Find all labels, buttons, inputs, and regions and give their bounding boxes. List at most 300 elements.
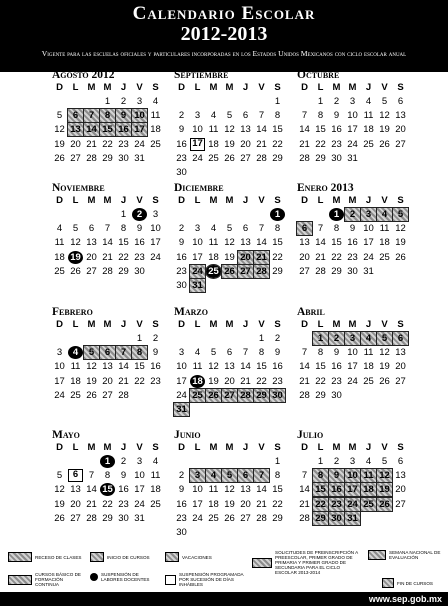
calendar-day: 21 (256, 498, 267, 510)
calendar-day: 14 (118, 361, 129, 373)
calendar-day: 6 (297, 222, 312, 235)
calendar-day: 23 (118, 498, 129, 510)
calendar-day: 18 (54, 251, 65, 263)
calendar-day: 17 (54, 375, 65, 387)
day-header: S (397, 319, 404, 330)
calendar-day: 6 (88, 223, 95, 235)
day-header: D (301, 442, 308, 453)
day-header: M (332, 195, 341, 206)
day-header: L (194, 442, 201, 453)
calendar-day: 5 (56, 470, 63, 482)
month-name: Febrero (52, 306, 93, 318)
calendar-day: 5 (226, 110, 233, 122)
calendar-day: 12 (54, 484, 65, 496)
calendar-day: 14 (240, 361, 251, 373)
calendar-day: 25 (190, 389, 205, 402)
calendar-day: 9 (178, 124, 185, 136)
day-header: L (72, 319, 79, 330)
month-block (174, 305, 299, 433)
calendar-day: 3 (349, 456, 356, 467)
calendar-day: 27 (240, 152, 251, 164)
calendar-day: 21 (254, 251, 269, 264)
calendar-day: 4 (365, 96, 372, 107)
calendar-day: 7 (258, 110, 265, 122)
calendar-day: 24 (347, 138, 358, 150)
calendar-day: 1 (274, 96, 281, 107)
calendar-day: 31 (347, 152, 358, 164)
day-header: J (365, 319, 372, 330)
month-block (297, 428, 422, 556)
calendar-day: 1 (104, 96, 111, 107)
calendar-day: 16 (134, 237, 145, 249)
day-header: V (381, 442, 388, 453)
calendar-day: 27 (70, 152, 81, 164)
month-name: Julio (297, 429, 324, 441)
calendar-day: 8 (274, 110, 281, 122)
calendar-day: 9 (333, 347, 340, 359)
calendar-day: 9 (274, 347, 281, 359)
calendar-day: 17 (347, 124, 358, 136)
calendar-day: 21 (315, 251, 326, 263)
calendar-day: 17 (190, 138, 205, 151)
calendar-day: 11 (208, 124, 219, 136)
calendar-day: 22 (315, 138, 326, 150)
calendar-day: 27 (240, 512, 251, 524)
calendar-day: 1 (100, 455, 115, 468)
day-header: J (365, 195, 372, 206)
calendar-day: 29 (315, 152, 326, 164)
day-header: M (332, 82, 341, 93)
calendar-day: 21 (240, 375, 251, 387)
calendar-day: 19 (68, 251, 83, 264)
calendar-day: 7 (84, 109, 99, 122)
cursos-swatch-icon (8, 575, 32, 585)
calendar-day: 10 (347, 347, 358, 359)
calendar-day: 27 (299, 265, 310, 277)
calendar-day: 22 (315, 375, 326, 387)
calendar-day: 20 (238, 251, 253, 264)
calendar-day: 20 (70, 498, 81, 510)
month-block (174, 68, 299, 196)
calendar-day: 2 (345, 208, 360, 221)
calendar-day: 5 (222, 469, 237, 482)
calendar-day: 16 (347, 237, 358, 249)
calendar-day: 8 (100, 109, 115, 122)
calendar-day: 26 (377, 498, 392, 511)
calendar-day: 18 (70, 375, 81, 387)
calendar-day: 30 (118, 152, 129, 164)
calendar-day: 24 (150, 251, 161, 263)
calendar-day: 24 (347, 375, 358, 387)
calendar-day: 17 (363, 237, 374, 249)
calendar-day: 23 (329, 498, 344, 511)
calendar-day: 13 (240, 124, 251, 136)
calendar-day: 22 (272, 251, 283, 263)
calendar-day: 11 (150, 470, 161, 482)
calendar-day: 3 (136, 96, 143, 107)
calendar-day: 1 (120, 209, 127, 220)
calendar-day: 15 (272, 237, 283, 249)
calendar-day: 11 (208, 237, 219, 249)
calendar-day: 2 (120, 456, 127, 467)
calendar-day: 9 (329, 469, 344, 482)
calendar-day: 20 (299, 251, 310, 263)
calendar-day: 19 (379, 361, 390, 373)
calendar-day: 30 (176, 527, 187, 538)
day-header: S (397, 195, 404, 206)
calendar-day: 26 (379, 138, 390, 150)
calendar-day: 4 (56, 223, 63, 235)
day-header: J (242, 319, 249, 330)
calendar-day: 26 (70, 265, 81, 277)
calendar-day: 27 (395, 498, 406, 510)
calendar-day: 21 (118, 375, 129, 387)
calendar-day: 4 (194, 347, 201, 359)
month-block (174, 428, 299, 556)
calendar-day: 3 (361, 208, 376, 221)
day-header: D (56, 442, 63, 453)
calendar-day: 3 (136, 456, 143, 467)
calendar-day: 17 (176, 375, 187, 387)
calendar-day: 23 (134, 251, 145, 263)
calendar-day: 17 (192, 498, 203, 510)
day-header: S (152, 319, 159, 330)
calendar-day: 31 (134, 512, 145, 524)
calendar-day: 23 (272, 375, 283, 387)
calendar-day: 21 (299, 138, 310, 150)
calendar-day: 19 (224, 138, 235, 150)
calendar-day: 11 (192, 361, 203, 373)
calendar-day: 2 (178, 110, 185, 122)
calendar-day: 29 (254, 389, 269, 402)
calendar-day: 14 (102, 237, 113, 249)
calendar-day: 8 (317, 110, 324, 122)
calendar-day: 25 (363, 138, 374, 150)
suspension-dot-icon (90, 573, 98, 581)
calendar-day: 23 (347, 251, 358, 263)
calendar-day: 13 (240, 237, 251, 249)
day-header: S (152, 195, 159, 206)
calendar-day: 7 (116, 346, 131, 359)
calendar-day: 25 (206, 265, 221, 278)
month-name: Septiembre (174, 69, 229, 81)
calendar-day: 25 (361, 498, 376, 511)
calendar-day: 28 (254, 265, 269, 278)
calendar-day: 5 (381, 456, 388, 467)
month-block (52, 68, 177, 196)
calendar-day: 19 (395, 237, 406, 249)
calendar-day: 9 (152, 347, 159, 359)
calendar-day: 5 (72, 223, 79, 235)
calendar-day: 28 (299, 152, 310, 164)
footer (0, 592, 448, 606)
calendar-day: 29 (331, 265, 342, 277)
day-header: L (72, 195, 79, 206)
day-header: S (274, 319, 281, 330)
calendar-day: 28 (256, 512, 267, 524)
month-block (52, 181, 177, 309)
calendar-day: 22 (118, 251, 129, 263)
calendar-day: 1 (313, 332, 328, 345)
calendar-day: 2 (329, 332, 344, 345)
day-header: J (242, 442, 249, 453)
legend-cursos (8, 572, 88, 587)
calendar-day: 11 (208, 484, 219, 496)
calendar-day: 23 (118, 138, 129, 150)
calendar-day: 12 (395, 223, 406, 235)
calendar-day: 18 (208, 498, 219, 510)
calendar-day: 12 (379, 347, 390, 359)
day-header: M (332, 319, 341, 330)
day-header: S (152, 442, 159, 453)
calendar-day: 25 (150, 138, 161, 150)
calendar-day: 15 (315, 124, 326, 136)
calendar-day: 19 (377, 483, 392, 496)
calendar-day: 10 (192, 237, 203, 249)
calendar-day: 29 (272, 152, 283, 164)
day-header: D (301, 195, 308, 206)
calendar-day: 8 (333, 223, 340, 235)
footer-url: www.sep.gob.mx (368, 594, 442, 604)
calendar-day: 20 (240, 498, 251, 510)
day-header: J (242, 82, 249, 93)
calendar-day: 16 (331, 361, 342, 373)
calendar-day: 11 (379, 223, 390, 235)
calendar-day: 18 (208, 251, 219, 263)
calendar-day: 2 (132, 208, 147, 221)
calendar-day: 12 (377, 469, 392, 482)
calendar-day: 26 (54, 512, 65, 524)
calendar-day: 24 (190, 265, 205, 278)
calendar-day: 2 (120, 96, 127, 107)
calendar-day: 28 (256, 152, 267, 164)
calendar-day: 6 (393, 332, 408, 345)
calendar-day: 14 (86, 484, 97, 496)
calendar-day: 4 (152, 96, 159, 107)
calendar-day: 23 (176, 265, 187, 277)
calendar-day: 28 (238, 389, 253, 402)
calendar-day: 13 (395, 470, 406, 482)
calendar-day: 25 (208, 512, 219, 524)
day-header: M (209, 442, 218, 453)
calendar-day: 20 (395, 361, 406, 373)
calendar-day: 21 (86, 498, 97, 510)
calendar-day: 30 (331, 152, 342, 164)
calendar-day: 8 (274, 470, 281, 482)
month-name: Abril (297, 306, 325, 318)
calendar-day: 8 (120, 223, 127, 235)
calendar-day: 3 (349, 96, 356, 107)
vacaciones-swatch-icon (165, 552, 179, 562)
calendar-day: 13 (70, 484, 81, 496)
day-header: L (194, 82, 201, 93)
calendar-day: 2 (333, 456, 340, 467)
day-header: M (209, 319, 218, 330)
day-header: V (381, 82, 388, 93)
calendar-day: 27 (395, 138, 406, 150)
calendar-day: 31 (345, 512, 360, 525)
calendar-day: 10 (134, 470, 145, 482)
calendar-day: 10 (192, 484, 203, 496)
day-header: L (194, 195, 201, 206)
calendar-day: 29 (315, 389, 326, 401)
day-header: S (274, 82, 281, 93)
calendar-day: 27 (395, 375, 406, 387)
day-header: M (348, 195, 357, 206)
calendar-day: 30 (176, 167, 187, 178)
day-header: L (317, 319, 324, 330)
calendar-day: 6 (68, 109, 83, 122)
calendar-day: 27 (222, 389, 237, 402)
day-header: M (103, 195, 112, 206)
calendar-day: 28 (86, 512, 97, 524)
day-header: J (120, 82, 127, 93)
calendar-day: 10 (150, 223, 161, 235)
day-header: V (258, 442, 265, 453)
calendar-day: 12 (224, 237, 235, 249)
calendar-day: 24 (192, 512, 203, 524)
calendar-day: 8 (274, 223, 281, 235)
calendar-day: 13 (240, 484, 251, 496)
calendar-day: 24 (134, 138, 145, 150)
month-name: Agosto 2012 (52, 69, 115, 81)
calendar-day: 28 (86, 152, 97, 164)
calendar-day: 27 (102, 389, 113, 401)
calendar-day: 8 (258, 347, 265, 359)
calendar-day: 30 (176, 280, 187, 291)
calendar-day: 26 (224, 152, 235, 164)
day-header: J (120, 195, 127, 206)
calendar-day: 14 (299, 361, 310, 373)
calendar-day: 20 (70, 138, 81, 150)
calendar-day: 11 (363, 110, 374, 122)
day-header: L (317, 442, 324, 453)
calendar-day: 30 (331, 389, 342, 401)
programada-box-icon (165, 575, 176, 585)
inicio-swatch-icon (90, 552, 104, 562)
day-header: V (258, 195, 265, 206)
day-header: J (120, 442, 127, 453)
calendar-day: 24 (345, 498, 360, 511)
calendar-day: 3 (56, 347, 63, 359)
calendar-day: 20 (240, 138, 251, 150)
calendar-day: 15 (118, 237, 129, 249)
day-header: V (381, 319, 388, 330)
calendar-day: 6 (397, 96, 404, 107)
calendar-day: 3 (152, 209, 159, 220)
day-header: L (317, 195, 324, 206)
legend-cursos-label: CURSOS BÁSICO DE FORMACIÓN CONTINUA (35, 572, 81, 587)
calendar-day: 12 (224, 484, 235, 496)
calendar-day: 29 (272, 512, 283, 524)
calendar-day: 31 (134, 152, 145, 164)
calendar-day: 12 (86, 361, 97, 373)
day-header: S (397, 442, 404, 453)
calendar-day: 20 (395, 484, 406, 496)
calendar-day: 28 (102, 265, 113, 277)
legend-suspension-label: SUSPENSIÓN DE LABORES DOCENTES (101, 572, 150, 582)
fin-swatch-icon (382, 578, 394, 588)
calendar-day: 12 (379, 110, 390, 122)
calendar-day: 4 (365, 456, 372, 467)
calendar-day: 15 (100, 123, 115, 136)
day-header: M (225, 319, 234, 330)
day-header: V (381, 195, 388, 206)
calendar-day: 4 (361, 332, 376, 345)
day-header: D (178, 82, 185, 93)
calendar-day: 22 (272, 498, 283, 510)
calendar-day: 20 (102, 375, 113, 387)
calendar-day: 11 (70, 361, 81, 373)
calendar-day: 7 (88, 470, 95, 482)
day-header: L (72, 82, 79, 93)
calendar-day: 17 (132, 123, 147, 136)
legend-vacaciones-label: VACACIONES (182, 554, 212, 560)
calendar-day: 14 (256, 237, 267, 249)
calendar-day: 1 (136, 333, 143, 344)
calendar-day: 1 (258, 333, 265, 344)
day-header: D (301, 319, 308, 330)
day-header: S (397, 82, 404, 93)
calendar-day: 23 (331, 138, 342, 150)
day-header: D (301, 82, 308, 93)
month-block (297, 68, 422, 196)
calendar-day: 19 (379, 124, 390, 136)
calendar-day: 21 (299, 498, 310, 510)
calendar-day: 22 (313, 498, 328, 511)
legend-programada-label: SUSPENSIÓN PROGRAMADA POR SUCESIÓN DE DÍAS INHÁBILES (179, 572, 244, 587)
calendar-day: 30 (329, 512, 344, 525)
day-header: V (136, 319, 143, 330)
calendar-day: 7 (301, 110, 308, 122)
month-name: Noviembre (52, 182, 105, 194)
calendar-day: 16 (272, 361, 283, 373)
calendar-day: 27 (70, 512, 81, 524)
calendar-day: 25 (70, 389, 81, 401)
calendar-day: 1 (317, 96, 324, 107)
calendar-day: 3 (194, 223, 201, 235)
day-header: V (136, 442, 143, 453)
calendar-day: 26 (395, 251, 406, 263)
calendar-day: 24 (54, 389, 65, 401)
day-header: J (365, 442, 372, 453)
calendar-day: 12 (208, 361, 219, 373)
calendar-day: 15 (134, 361, 145, 373)
month-block (297, 181, 422, 309)
calendar-day: 26 (379, 375, 390, 387)
calendar-day: 16 (329, 483, 344, 496)
header (0, 0, 448, 72)
day-header: M (87, 442, 96, 453)
calendar-day: 29 (102, 152, 113, 164)
calendar-day: 1 (317, 456, 324, 467)
calendar-day: 16 (176, 138, 187, 150)
day-header: D (178, 319, 185, 330)
calendar-day: 25 (54, 265, 65, 277)
calendar-day: 16 (150, 361, 161, 373)
day-header: V (136, 82, 143, 93)
day-header: L (194, 319, 201, 330)
calendar-day: 8 (317, 347, 324, 359)
calendar-day: 6 (242, 223, 249, 235)
calendar-day: 13 (224, 361, 235, 373)
legend-receso-label: RECESO DE CLASES (35, 554, 82, 560)
calendar-day: 22 (102, 498, 113, 510)
calendar-day: 1 (270, 208, 285, 221)
calendar-day: 19 (224, 251, 235, 263)
calendar-day: 24 (363, 251, 374, 263)
legend-fin-label: FIN DE CURSOS (397, 580, 433, 586)
